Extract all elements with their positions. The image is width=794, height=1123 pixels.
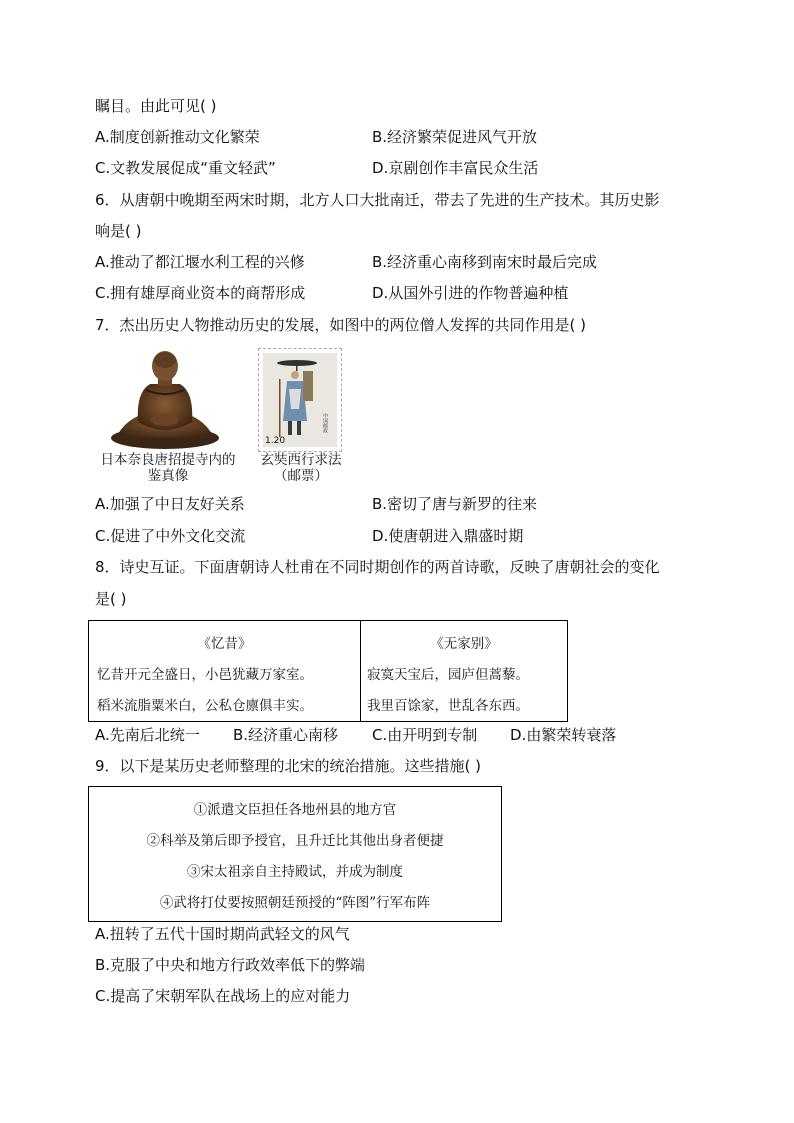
xuanzang-stamp-image (258, 348, 342, 452)
q6-stem-line2: 响是( ) (95, 222, 142, 240)
q5-option-b[interactable]: B.经济繁荣促进风气开放 (372, 128, 538, 146)
poem-wujiabie (361, 621, 567, 721)
q7-option-a[interactable]: A.加强了中日友好关系 (95, 495, 245, 513)
poem-yixi-line1: 忆昔开元全盛日，小邑犹藏万家室。 (97, 667, 313, 683)
poem-yixi-title: 《忆昔》 (197, 636, 252, 652)
q8-option-b[interactable]: B.经济重心南移 (233, 726, 339, 744)
xuanzang-caption-line1: 玄奘西行求法 (260, 452, 342, 468)
xuanzang-caption-line2: （邮票） (274, 468, 328, 484)
q7-option-c[interactable]: C.促进了中外文化交流 (95, 527, 246, 545)
q5-option-a[interactable]: A.制度创新推动文化繁荣 (95, 128, 260, 146)
q5-option-d[interactable]: D.京剧创作丰富民众生活 (372, 159, 539, 177)
q5-stem: 瞩目。由此可见( ) (95, 97, 217, 115)
poem-yixi-line2: 稻米流脂粟米白，公私仓廪俱丰实。 (97, 698, 313, 714)
q9-option-c[interactable]: C.提高了宋朝军队在战场上的应对能力 (95, 987, 351, 1005)
jianzhen-statue-image (108, 350, 223, 450)
poem-wujiabie-line2: 我里百馀家，世乱各东西。 (367, 698, 529, 714)
measure-3: ③宋太祖亲自主持殿试，并成为制度 (187, 864, 403, 880)
q5-option-c[interactable]: C.文教发展促成“重文轻武” (95, 159, 276, 177)
q9-option-a[interactable]: A.扭转了五代十国时期尚武轻文的风气 (95, 925, 350, 943)
q8-option-c[interactable]: C.由开明到专制 (372, 726, 478, 744)
q8-stem-line2: 是( ) (95, 590, 127, 608)
q8-stem-line1: 8．诗史互证。下面唐朝诗人杜甫在不同时期创作的两首诗歌，反映了唐朝社会的变化 (95, 558, 660, 576)
measure-1: ①派遣文臣担任各地州县的地方官 (193, 802, 397, 818)
q6-option-d[interactable]: D.从国外引进的作物普遍种植 (372, 284, 569, 302)
q9-option-b[interactable]: B.克服了中央和地方行政效率低下的弊端 (95, 956, 366, 974)
q7-option-b[interactable]: B.密切了唐与新罗的往来 (372, 495, 538, 513)
measure-2: ②科举及第后即予授官，且升迁比其他出身者便捷 (146, 833, 444, 849)
poem-wujiabie-title: 《无家别》 (430, 636, 498, 652)
stamp-country: 中国邮政 (322, 413, 328, 433)
q8-option-d[interactable]: D.由繁荣转衰落 (510, 726, 617, 744)
jianzhen-caption-line1: 日本奈良唐招提寺内的 (100, 452, 236, 468)
q6-option-c[interactable]: C.拥有雄厚商业资本的商帮形成 (95, 284, 306, 302)
measures-box (88, 786, 502, 922)
measure-4: ④武将打仗要按照朝廷预授的“阵图”行军布阵 (159, 895, 431, 911)
q7-option-d[interactable]: D.使唐朝进入鼎盛时期 (372, 527, 524, 545)
q9-stem: 9．以下是某历史老师整理的北宋的统治措施。这些措施( ) (95, 757, 482, 775)
q7-stem: 7．杰出历史人物推动历史的发展，如图中的两位僧人发挥的共同作用是( ) (95, 316, 587, 334)
q6-option-b[interactable]: B.经济重心南移到南宋时最后完成 (372, 253, 598, 271)
q6-option-a[interactable]: A.推动了都江堰水利工程的兴修 (95, 253, 305, 271)
q6-stem-line1: 6．从唐朝中晚期至两宋时期，北方人口大批南迁，带去了先进的生产技术。其历史影 (95, 191, 660, 209)
poem-yixi (89, 621, 361, 721)
stamp-value: 1.20 (265, 436, 286, 446)
poem-wujiabie-line1: 寂寞天宝后，园庐但蒿藜。 (367, 667, 529, 683)
poem-table (88, 620, 568, 722)
q8-option-a[interactable]: A.先南后北统一 (95, 726, 200, 744)
jianzhen-caption-line2: 鉴真像 (147, 468, 189, 484)
